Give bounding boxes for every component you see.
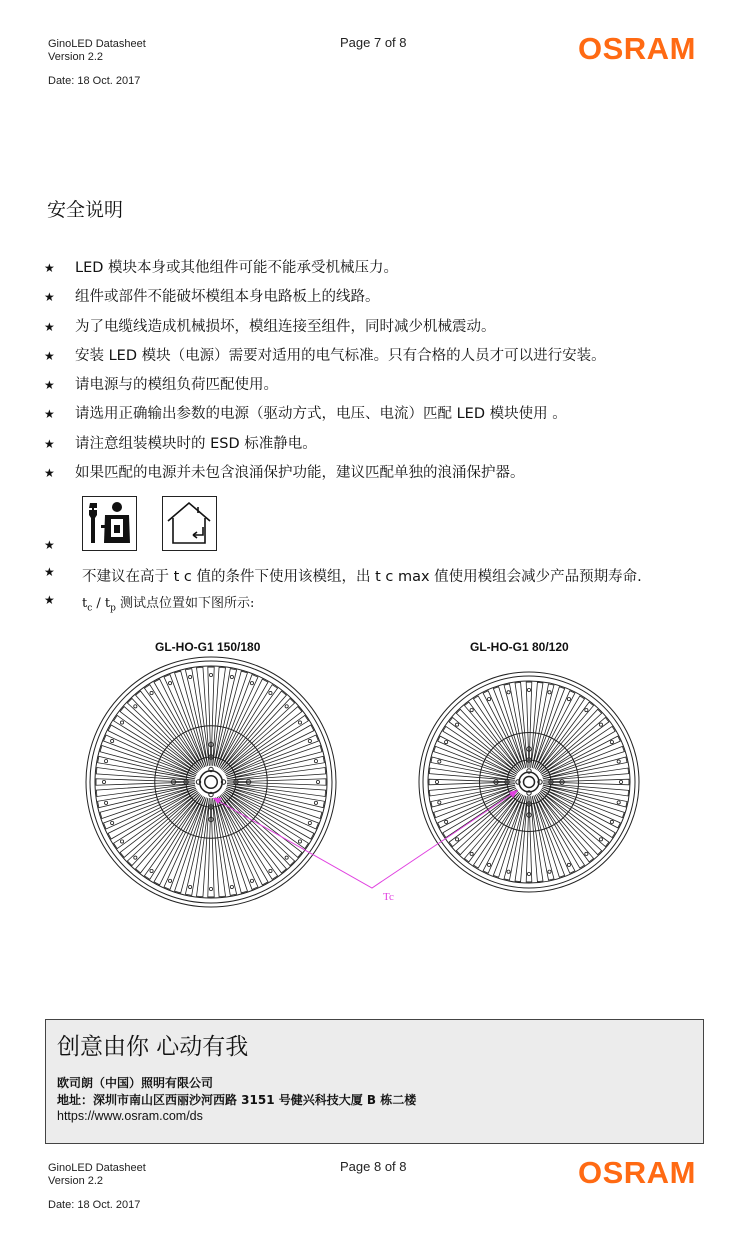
- doc-date: Date: 18 Oct. 2017: [48, 75, 141, 87]
- contact-box: [45, 1019, 704, 1144]
- osram-logo: OSRAM: [578, 1155, 696, 1190]
- company-address: 地址：深圳市南山区西丽沙河西路 3151 号健兴科技大厦 B 栋二楼: [57, 1093, 417, 1107]
- bullet-text: 安装 LED 模块（电源）需要对适用的电气标准。只有合格的人员才可以进行安装。: [75, 347, 606, 364]
- star-icon: ★: [44, 593, 55, 607]
- doc-date: Date: 18 Oct. 2017: [48, 1199, 141, 1211]
- bullet-text: 组件或部件不能破坏模组本身电路板上的线路。: [75, 289, 380, 306]
- bullet-text: 为了电缆线造成机械损坏，模组连接至组件，同时减少机械震动。: [75, 318, 496, 335]
- tc-note: $t_c / t_p$ 测试点位置如下图所示:: [82, 596, 255, 614]
- star-icon: ★: [44, 319, 55, 334]
- warning-item: [44, 565, 744, 589]
- doc-version: Version 2.2: [48, 1175, 104, 1187]
- bullet-text: LED 模块本身或其他组件可能不能承受机械压力。: [75, 260, 399, 276]
- star-icon: ★: [44, 378, 55, 393]
- page-number: Page 8 of 8: [340, 1159, 407, 1174]
- list-item: [44, 256, 734, 285]
- warning-text: 不建议在高于 t c 值的条件下使用该模组，出 t c max 值使用模组会减少产品预期寿命.: [82, 569, 642, 585]
- tc-pointer: [213, 790, 518, 888]
- list-item: [44, 373, 734, 402]
- bullet-text: 请注意组装模块时的 ESD 标准静电。: [75, 435, 317, 452]
- heatsink-150-180: [86, 657, 336, 907]
- star-icon: ★: [44, 261, 55, 275]
- list-item: [44, 461, 734, 490]
- list-item: [44, 315, 734, 344]
- list-item: [44, 432, 734, 461]
- website-link[interactable]: https://www.osram.com/ds: [57, 1109, 203, 1123]
- company-name: 欧司朗（中国）照明有限公司: [57, 1076, 214, 1090]
- slogan: 创意由你 心动有我: [57, 1034, 249, 1060]
- list-item: [44, 344, 734, 373]
- star-icon: ★: [44, 538, 55, 552]
- section-title: 安全说明: [47, 199, 124, 221]
- osram-logo: OSRAM: [578, 31, 696, 66]
- technician-icon: [82, 496, 137, 551]
- safety-list: [44, 256, 734, 490]
- left-figure-label: GL-HO-G1 150/180: [155, 640, 261, 654]
- star-icon: ★: [44, 565, 55, 579]
- star-icon: ★: [44, 348, 55, 363]
- right-figure-label: GL-HO-G1 80/120: [470, 640, 569, 654]
- list-item: [44, 402, 734, 431]
- bullet-text: 如果匹配的电源并未包含浪涌保护功能，建议匹配单独的浪涌保护器。: [75, 465, 525, 482]
- star-icon: ★: [44, 436, 55, 451]
- bullet-text: 请电源与的模组负荷匹配使用。: [75, 377, 278, 394]
- tc-label: Tc: [383, 891, 394, 903]
- page-number: Page 7 of 8: [340, 35, 407, 50]
- heatsink-80-120: [419, 672, 639, 892]
- star-icon: ★: [44, 407, 55, 422]
- doc-info: [48, 1162, 146, 1188]
- doc-info: [48, 38, 146, 64]
- star-icon: ★: [44, 290, 55, 305]
- star-icon: ★: [44, 466, 55, 481]
- doc-name: GinoLED Datasheet: [48, 38, 146, 50]
- tc-point-figure: [0, 650, 750, 970]
- indoor-house-icon: [162, 496, 217, 551]
- bullet-text: 请选用正确输出参数的电源（驱动方式，电压、电流）匹配 LED 模块使用 。: [75, 406, 567, 423]
- doc-name: GinoLED Datasheet: [48, 1162, 146, 1174]
- doc-version: Version 2.2: [48, 51, 104, 63]
- list-item: [44, 285, 734, 314]
